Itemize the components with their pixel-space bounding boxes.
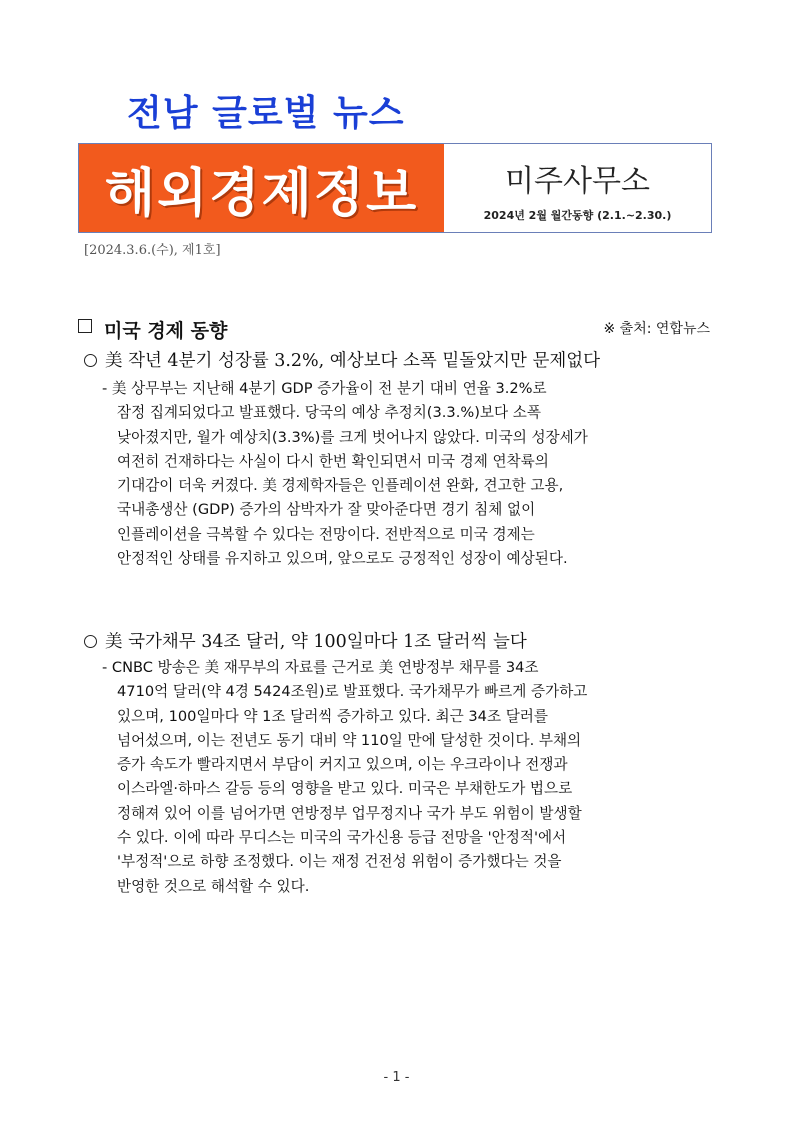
- source-note: ※ 출처: 연합뉴스: [603, 321, 710, 337]
- banner-title: 해외경제정보: [104, 163, 419, 224]
- headline-text: 美 국가채무 34조 달러, 약 100일마다 1조 달러씩 늘다: [105, 632, 527, 652]
- square-bullet-icon: [78, 319, 92, 333]
- report-period: 2024년 2월 월간동향 (2.1.~2.30.): [483, 209, 672, 222]
- section-header: [78, 316, 712, 340]
- article-body: [102, 656, 742, 899]
- page-number: - 1 -: [383, 1070, 410, 1085]
- article-body: [102, 377, 742, 571]
- body-line: - 美 상무부는 지난해 4분기 GDP 증가율이 전 분기 대비 연율 3.2%로: [102, 380, 547, 397]
- issue-info: [2024.3.6.(수), 제1호]: [84, 243, 221, 258]
- body-line: 안정적인 상태를 유지하고 있으며, 앞으로도 긍정적인 성장이 예상된다.: [117, 550, 568, 568]
- article-headline: [84, 628, 724, 653]
- body-line: 있으며, 100일마다 약 1조 달러씩 증가하고 있다. 최근 34조 달러를: [117, 707, 548, 725]
- banner-title-box: [79, 144, 444, 232]
- body-line: 기대감이 더욱 커졌다. 美 경제학자들은 인플레이션 완화, 견고한 고용,: [117, 477, 564, 495]
- body-line: 여전히 건재하다는 사실이 다시 한번 확인되면서 미국 경제 연착륙의: [117, 452, 549, 470]
- headline-text: 美 작년 4분기 성장률 3.2%, 예상보다 소폭 밑돌았지만 문제없다: [105, 351, 601, 371]
- body-line: - CNBC 방송은 美 재무부의 자료를 근거로 美 연방정부 채무를 34조: [102, 659, 539, 676]
- article-headline: [84, 347, 724, 372]
- body-line: 인플레이션을 극복할 수 있다는 전망이다. 전반적으로 미국 경제는: [117, 525, 535, 543]
- body-line: 잠정 집계되었다고 발표했다. 당국의 예상 추정치(3.3.%)보다 소폭: [117, 404, 541, 422]
- body-line: '부정적'으로 하향 조정했다. 이는 재정 건전성 위험이 증가했다는 것을: [117, 853, 562, 871]
- header-banner: [78, 143, 712, 233]
- circle-bullet-icon: [84, 354, 97, 367]
- body-line: 정해져 있어 이를 넘어가면 연방정부 업무정지나 국가 부도 위험이 발생할: [117, 804, 582, 822]
- body-line: 낮아졌지만, 월가 예상치(3.3%)를 크게 벗어나지 않았다. 미국의 성장세가: [117, 428, 588, 446]
- body-line: 수 있다. 이에 따라 무디스는 미국의 국가신용 등급 전망을 '안정적'에서: [117, 829, 567, 847]
- section-title: 미국 경제 동향: [104, 320, 228, 342]
- body-line: 넘어섰으며, 이는 전년도 동기 대비 약 110일 만에 달성한 것이다. 부채의: [117, 731, 582, 749]
- office-name: 미주사무소: [505, 164, 650, 199]
- body-line: 국내총생산 (GDP) 증가의 삼박자가 잘 맞아준다면 경기 침체 없이: [117, 501, 536, 519]
- body-line: 반영한 것으로 해석할 수 있다.: [117, 877, 310, 895]
- banner-info-box: [444, 144, 711, 232]
- body-line: 4710억 달러(약 4경 5424조원)로 발표했다. 국가채무가 빠르게 증가하고: [117, 683, 588, 701]
- circle-bullet-icon: [84, 635, 97, 648]
- newsletter-title: 전남 글로벌 뉴스: [127, 93, 405, 134]
- body-line: 증가 속도가 빨라지면서 부담이 커지고 있으며, 이는 우크라이나 전쟁과: [117, 756, 568, 774]
- body-line: 이스라엘·하마스 갈등 등의 영향을 받고 있다. 미국은 부채한도가 법으로: [117, 780, 573, 798]
